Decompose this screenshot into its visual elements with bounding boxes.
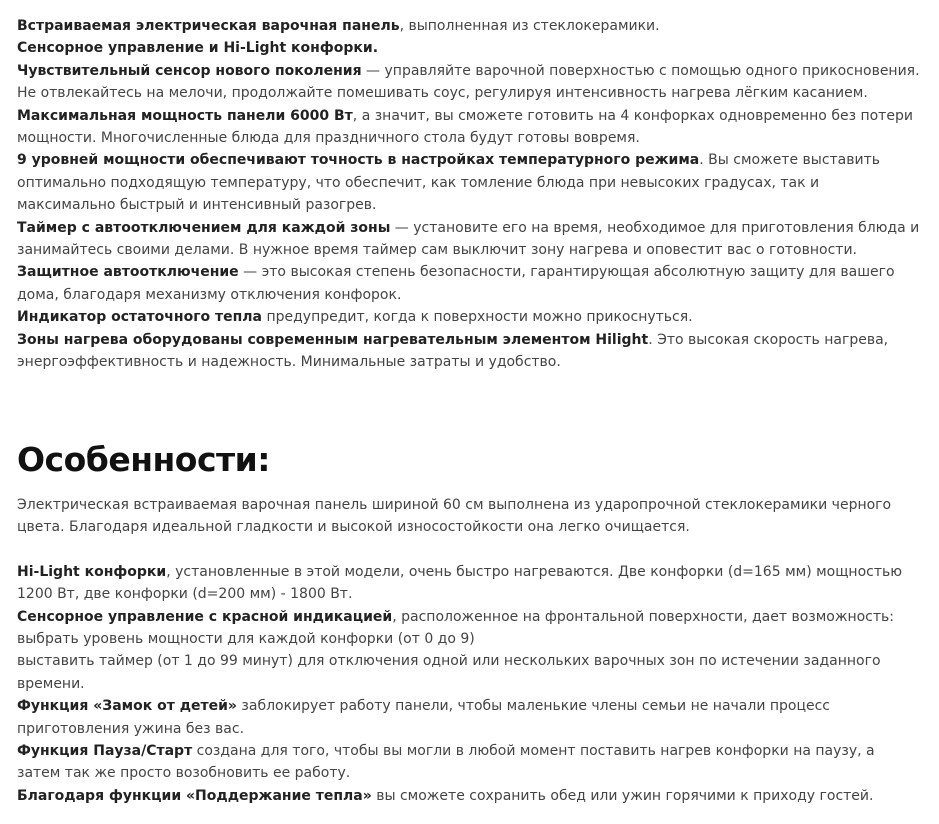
feature-line: Зоны нагрева оборудованы современным нагревательным элементом Hilight. Это высокая скорость нагрева, энергоэффективность и надежность. Минимальные затраты и удобство. (17, 331, 889, 371)
section-heading: Особенности: (17, 439, 270, 479)
spec-line: Функция Пауза/Старт создана для того, чтобы вы могли в любой момент поставить нагрев конфорки на паузу, а затем так же просто возобновить ее работу. (17, 742, 875, 782)
feature-line: Сенсорное управление и Hi-Light конфорки. (17, 40, 379, 57)
features-list (17, 15, 922, 374)
product-description (17, 15, 922, 807)
feature-line: Защитное автоотключение — это высокая степень безопасности, гарантирующая абсолютную защиту для вашего дома, благодаря механизму отключения конфорок. (17, 264, 895, 303)
feature-line: Максимальная мощность панели 6000 Вт, а значит, вы сможете готовить на 4 конфорках одновременно без потери мощности. Многочисленные блюда для праздничного стола будут готовы вовремя. (17, 107, 913, 147)
spec-line: Благодаря функции «Поддержание тепла» вы сможете сохранить обед или ужин горячими к приходу гостей. (17, 787, 874, 804)
spec-line: выставить таймер (от 1 до 99 минут) для отключения одной или нескольких варочных зон по истечении заданного времени. (17, 653, 881, 692)
intro-paragraph: Электрическая встраиваемая варочная панель шириной 60 см выполнена из ударопрочной стеклокерамики черного цвета. Благодаря идеальной гладкости и высокой износостойкости она легко очищается. (17, 496, 892, 535)
spec-line: выбрать уровень мощности для каждой конфорки (от 0 до 9) (17, 630, 475, 647)
spec-line: Сенсорное управление с красной индикацией, расположенное на фронтальной поверхности, дает возможность: (17, 608, 894, 625)
feature-line: 9 уровней мощности обеспечивают точность в настройках температурного режима. Вы сможете выставить оптимально подходящую температуру, что обеспечит, как томление блюда при невысоких градусах, так и максимально быстрый и интенсивный разогрев. (17, 152, 881, 214)
specs-list (17, 561, 922, 807)
spec-line: Hi-Light конфорки, установленные в этой модели, очень быстро нагреваются. Две конфорки (d=165 мм) мощностью 1200 Вт, две конфорки (d=200 мм) - 1800 Вт. (17, 563, 903, 603)
feature-line: Индикатор остаточного тепла предупредит, когда к поверхности можно прикоснуться. (17, 309, 693, 326)
spec-line: Функция «Замок от детей» заблокирует работу панели, чтобы маленькие члены семьи не начали процесс приготовления ужина без вас. (17, 698, 831, 737)
feature-line: Таймер с автоотключением для каждой зоны — установите его на время, необходимое для приготовления блюда и занимайтесь своими делами. В нужное время таймер сам выключит зону нагрева и оповестит вас о готовности. (17, 219, 920, 259)
feature-line: Встраиваемая электрическая варочная панель, выполненная из стеклокерамики. (17, 18, 660, 34)
feature-line: Чувствительный сенсор нового поколения — управляйте варочной поверхностью с помощью одного прикосновения. Не отвлекайтесь на мелочи, продолжайте помешивать соус, регулируя интенсивность нагрева лёгким касанием. (17, 62, 920, 102)
